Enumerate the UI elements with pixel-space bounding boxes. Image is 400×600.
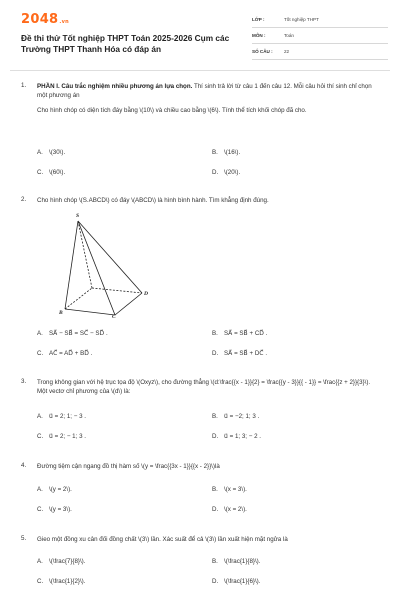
- option-text: \(60\).: [49, 169, 66, 176]
- option-key: A.: [37, 413, 43, 420]
- option-c[interactable]: [37, 433, 86, 440]
- pyramid-figure: [59, 206, 162, 320]
- vertex-label-b: B: [59, 310, 63, 316]
- option-key: D.: [212, 350, 219, 357]
- exam-meta-table: [252, 12, 388, 60]
- option-text: \(y = 3\).: [49, 506, 72, 513]
- site-logo[interactable]: [21, 12, 69, 27]
- question-text: Trong không gian với hệ trục tọa độ \(Oxyz\), cho đường thẳng \(d:\frac{{x - 1}}{2} = \frac{{y - 3}}{{ - 1}} = \frac{{z + 2}}{3}\). Một vectơ chỉ phương của \(d\) là:: [37, 379, 371, 395]
- option-c[interactable]: [37, 506, 72, 513]
- option-key: A.: [37, 558, 43, 565]
- option-key: A.: [37, 330, 43, 337]
- option-a[interactable]: [37, 413, 86, 420]
- section-instructions: Thí sinh trả lời từ câu 1 đến câu 12. Mỗi câu hỏi thí sinh chỉ chọn một phương án: [37, 83, 372, 99]
- option-text: \(\frac{1}{2}\).: [49, 578, 86, 585]
- question-3: [21, 378, 379, 396]
- option-d[interactable]: [212, 506, 247, 513]
- pyramid-diagram: [59, 206, 162, 320]
- option-d[interactable]: [212, 169, 240, 176]
- option-key: C.: [37, 169, 44, 176]
- option-text: \(20\).: [224, 169, 241, 176]
- option-text: SA⃗ = SB⃗ + DC⃗ .: [224, 350, 268, 357]
- meta-value: Tốt nghiệp THPT: [284, 17, 319, 22]
- meta-row-class: [252, 12, 388, 28]
- question-number: 3.: [21, 378, 27, 385]
- header-divider: [10, 70, 390, 71]
- edge-sc: [78, 221, 115, 315]
- vertex-label-s: S: [76, 213, 80, 219]
- option-b[interactable]: [212, 486, 247, 493]
- option-key: C.: [37, 433, 44, 440]
- meta-row-count: [252, 44, 388, 60]
- meta-label: LỚP :: [252, 17, 265, 22]
- question-number: 4.: [21, 462, 27, 469]
- question-text: Cho hình chóp có diện tích đáy bằng \(10\) và chiều cao bằng \(6\). Tính thể tích khối chóp đã cho.: [37, 107, 307, 114]
- option-a[interactable]: [37, 149, 65, 156]
- option-text: u⃗ = 2; − 1; 3 .: [49, 433, 86, 440]
- option-key: C.: [37, 578, 44, 585]
- option-b[interactable]: [212, 558, 260, 565]
- meta-label: SỐ CÂU :: [252, 49, 273, 54]
- question-1: [21, 82, 379, 115]
- edge-bd-hidden: [92, 288, 142, 293]
- vertex-label-d: D: [144, 291, 148, 297]
- edge-sb-hidden: [78, 221, 92, 288]
- vertex-label-c: C: [112, 314, 116, 320]
- question-text: Đường tiệm cận ngang đồ thị hàm số \(y = \frac{{3x - 1}}{{x - 2}}\)là: [37, 463, 220, 470]
- question-2: [21, 196, 379, 205]
- question-text: Cho hình chóp \(S.ABCD\) có đáy \(ABCD\) là hình bình hành. Tìm khẳng định đúng.: [37, 197, 269, 204]
- option-key: D.: [212, 169, 219, 176]
- option-text: \(\frac{1}{8}\).: [224, 558, 261, 565]
- option-key: B.: [212, 413, 218, 420]
- option-text: \(x = 3\).: [224, 486, 247, 493]
- option-text: u⃗ = 1; 3; − 2 .: [224, 433, 261, 440]
- option-key: C.: [37, 506, 44, 513]
- meta-label: MÔN :: [252, 33, 266, 38]
- question-intro: [37, 82, 379, 100]
- option-text: \(16\).: [224, 149, 241, 156]
- section-heading: PHẦN I. Câu trắc nghiệm nhiều phương án lựa chọn.: [37, 83, 193, 90]
- question-5: [21, 535, 379, 544]
- option-d[interactable]: [212, 578, 260, 585]
- edge-ac: [65, 309, 115, 315]
- option-key: A.: [37, 486, 43, 493]
- option-text: u⃗ = 2; 1; − 3 .: [49, 413, 86, 420]
- option-a[interactable]: [37, 330, 108, 337]
- option-text: \(y = 2\).: [49, 486, 72, 493]
- edge-ab-hidden: [65, 288, 92, 309]
- option-key: A.: [37, 149, 43, 156]
- option-text: \(\frac{1}{6}\).: [224, 578, 261, 585]
- option-text: AC⃗ = AD⃗ + BD⃗ .: [49, 350, 93, 357]
- question-number: 2.: [21, 196, 27, 203]
- option-text: SA⃗ − SB⃗ = SC⃗ − SD⃗ .: [49, 330, 108, 337]
- edge-sd: [78, 221, 142, 293]
- logo-suffix: .vn: [59, 19, 70, 25]
- logo-text: 2048: [21, 12, 59, 27]
- option-b[interactable]: [212, 149, 240, 156]
- option-key: B.: [212, 486, 218, 493]
- option-key: B.: [212, 558, 218, 565]
- option-key: B.: [212, 149, 218, 156]
- option-a[interactable]: [37, 486, 72, 493]
- question-number: 5.: [21, 535, 27, 542]
- option-text: SA⃗ = SB⃗ + CD⃗ .: [224, 330, 268, 337]
- meta-value: 22: [284, 49, 290, 54]
- option-c[interactable]: [37, 578, 85, 585]
- edge-cd: [115, 293, 142, 315]
- option-text: \(x = 2\).: [224, 506, 247, 513]
- option-c[interactable]: [37, 350, 92, 357]
- option-d[interactable]: [212, 433, 261, 440]
- edge-sa: [65, 221, 78, 309]
- option-d[interactable]: [212, 350, 267, 357]
- question-text: Gieo một đồng xu cân đối đồng chất \(3\) lần. Xác suất để cả \(3\) lần xuất hiện mặt ngửa là: [37, 536, 288, 543]
- document-title: Đề thi thử Tốt nghiệp THPT Toán 2025-2026 Cụm các Trường THPT Thanh Hóa có đáp án: [21, 33, 230, 54]
- meta-value: Toán: [284, 33, 294, 38]
- option-b[interactable]: [212, 330, 268, 337]
- option-a[interactable]: [37, 558, 85, 565]
- option-key: B.: [212, 330, 218, 337]
- option-b[interactable]: [212, 413, 259, 420]
- option-key: C.: [37, 350, 44, 357]
- option-text: \(\frac{7}{8}\).: [49, 558, 86, 565]
- option-key: D.: [212, 506, 219, 513]
- option-c[interactable]: [37, 169, 65, 176]
- option-text: \(30\).: [49, 149, 66, 156]
- meta-row-subject: [252, 28, 388, 44]
- question-number: 1.: [21, 82, 27, 89]
- question-4: [21, 462, 379, 471]
- option-key: D.: [212, 433, 219, 440]
- option-text: u⃗ = −2; 1; 3 .: [224, 413, 260, 420]
- option-key: D.: [212, 578, 219, 585]
